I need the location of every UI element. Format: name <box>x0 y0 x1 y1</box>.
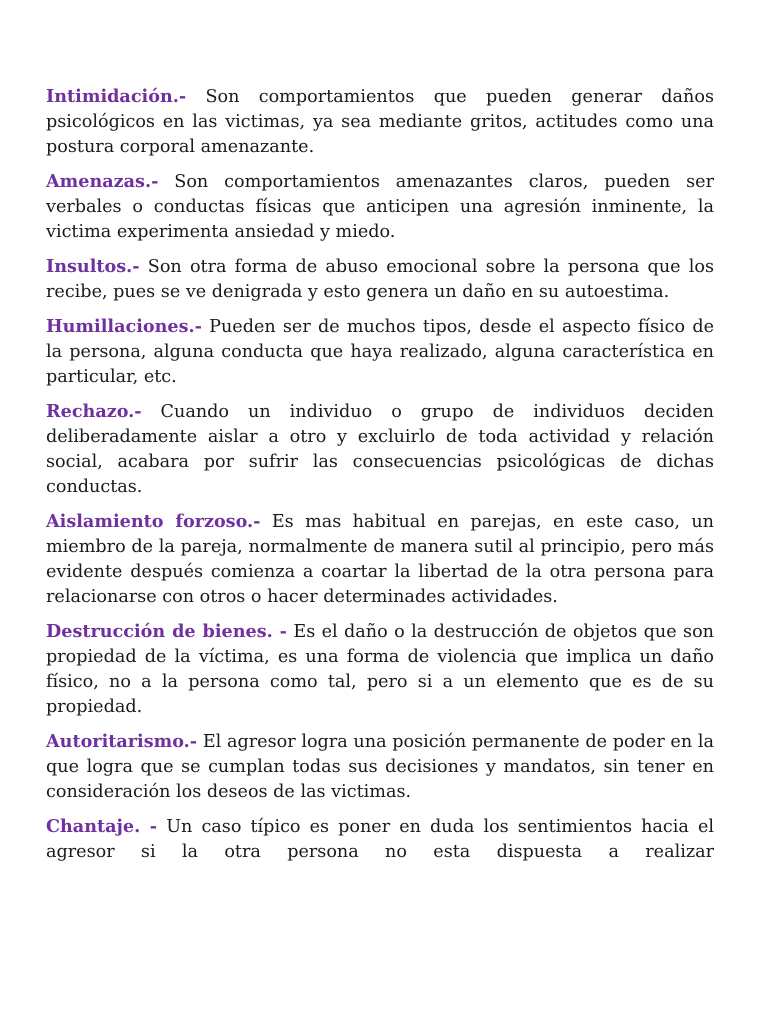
definition-text: Un caso típico es poner en duda los sentimientos hacia el agresor si la otra persona no esta dispuesta a realizar <box>46 817 714 862</box>
definition-rechazo <box>46 399 714 500</box>
definition-amenazas <box>46 169 714 245</box>
definition-text: Son comportamientos que pueden generar daños psicológicos en las victimas, ya sea mediante gritos, actitudes como una postura corporal amenazante. <box>46 87 714 157</box>
definition-text: Son otra forma de abuso emocional sobre la persona que los recibe, pues se ve denigrada y esto genera un daño en su autoestima. <box>46 257 714 302</box>
definition-humillaciones <box>46 314 714 390</box>
definition-aislamiento-forzoso <box>46 509 714 610</box>
term-label: Autoritarismo.- <box>46 731 198 752</box>
term-label: Destrucción de bienes. - <box>46 621 287 642</box>
definition-destruccion-de-bienes <box>46 619 714 720</box>
term-label: Insultos.- <box>46 256 140 277</box>
document-page <box>46 84 714 1014</box>
definition-chantaje <box>46 814 714 865</box>
definition-text: Cuando un individuo o grupo de individuos deciden deliberadamente aislar a otro y excluirlo de toda actividad y relación social, acabara por sufrir las consecuencias psicológicas de dichas conductas. <box>46 402 714 497</box>
definition-text: El agresor logra una posición permanente de poder en la que logra que se cumplan todas sus decisiones y mandatos, sin tener en consideración los deseos de las victimas. <box>46 732 714 802</box>
term-label: Aislamiento forzoso.- <box>46 511 261 532</box>
definition-text: Es mas habitual en parejas, en este caso, un miembro de la pareja, normalmente de manera sutil al principio, pero más evidente después comienza a coartar la libertad de la otra persona para relacionarse con otros o hacer determinades actividades. <box>46 512 714 607</box>
term-label: Chantaje. - <box>46 816 158 837</box>
definition-text: Pueden ser de muchos tipos, desde el aspecto físico de la persona, alguna conducta que haya realizado, alguna característica en particular, etc. <box>46 317 714 387</box>
term-label: Amenazas.- <box>46 171 159 192</box>
definition-autoritarismo <box>46 729 714 805</box>
definition-text: Son comportamientos amenazantes claros, pueden ser verbales o conductas físicas que anticipen una agresión inminente, la victima experimenta ansiedad y miedo. <box>46 172 714 242</box>
term-label: Humillaciones.- <box>46 316 202 337</box>
definition-intimidacion <box>46 84 714 160</box>
definition-insultos <box>46 254 714 305</box>
term-label: Rechazo.- <box>46 401 142 422</box>
definition-text: Es el daño o la destrucción de objetos que son propiedad de la víctima, es una forma de violencia que implica un daño físico, no a la persona como tal, pero si a un elemento que es de su propiedad. <box>46 622 714 717</box>
term-label: Intimidación.- <box>46 86 187 107</box>
